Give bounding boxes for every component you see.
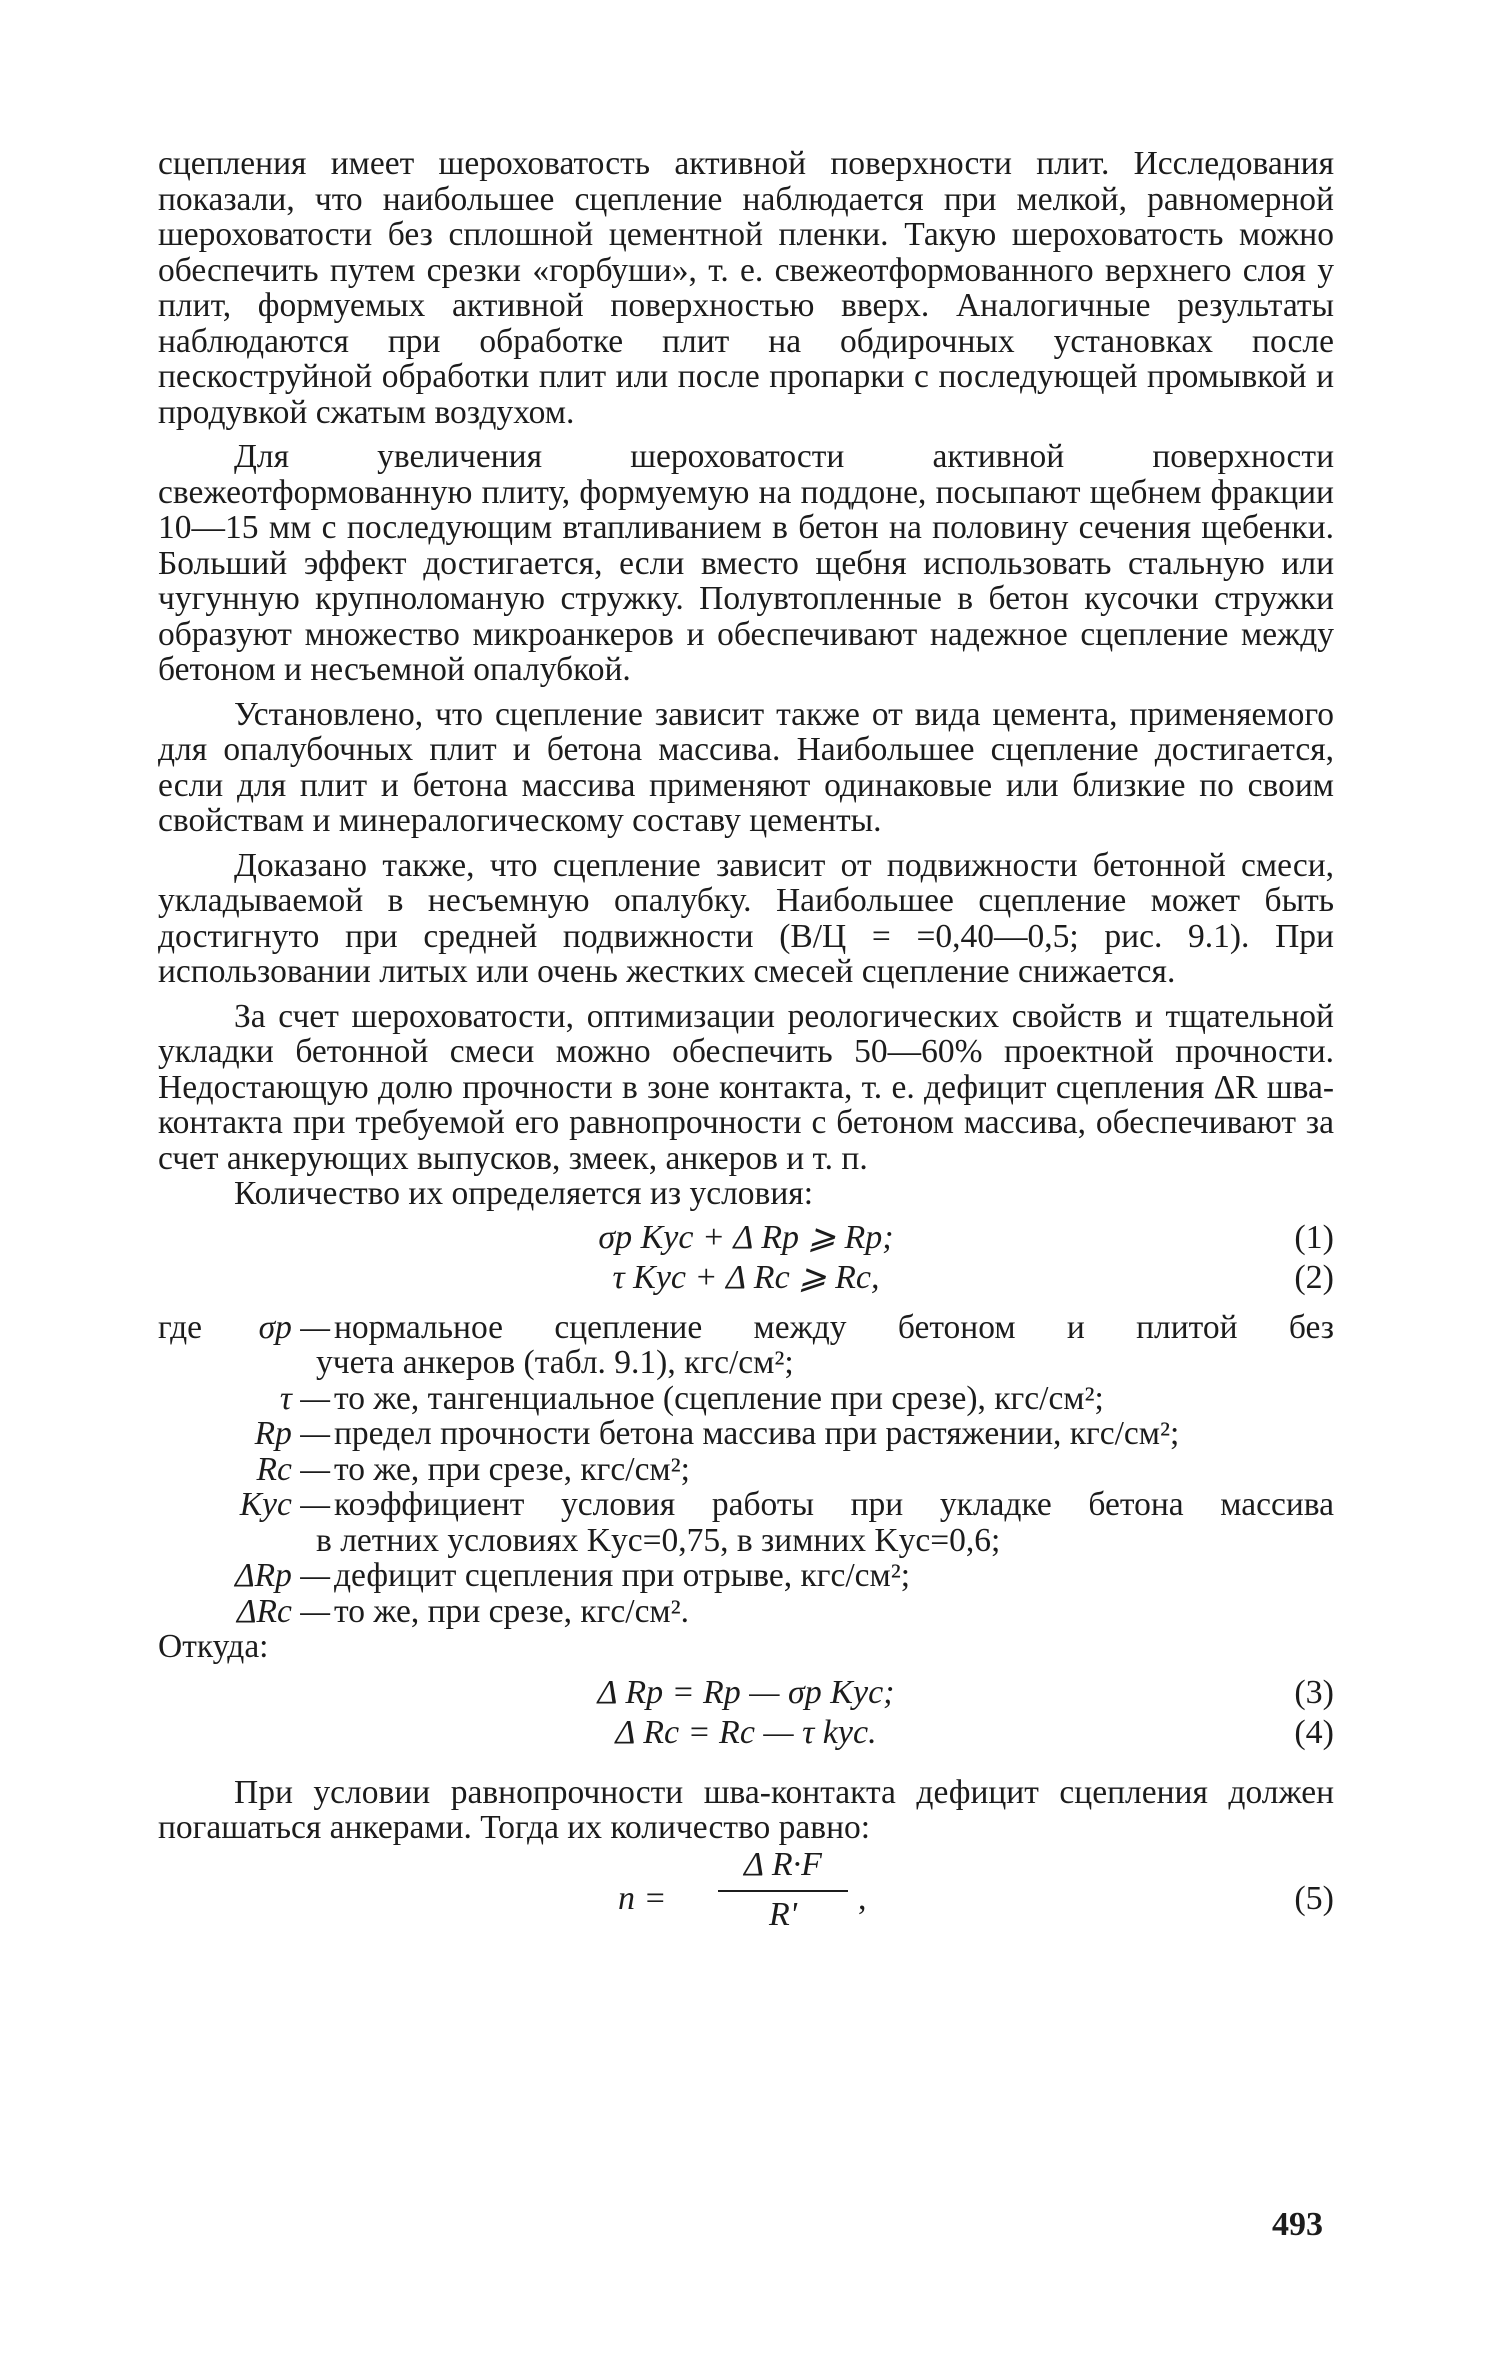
glossary-entry-delta-rp (158, 1558, 1334, 1594)
otkuda-label: Откуда: (158, 1628, 269, 1665)
glossary-symbol: ΔRс — (236, 1592, 330, 1630)
glossary-text: предел прочности бетона массива при растяжении, кгс/см²; (334, 1415, 1180, 1452)
glossary-symbol: Kус — (239, 1486, 330, 1523)
glossary-text: то же, при срезе, кгс/см²; (334, 1450, 690, 1488)
equation-3-body: Δ Rр = Rр — σр Kус; (597, 1673, 895, 1711)
fraction-bar (718, 1890, 848, 1892)
glossary-symbol: ΔRр — (234, 1557, 330, 1594)
glossary-text: дефицит сцепления при отрыве, кгс/см²; (334, 1557, 911, 1594)
equation-4 (158, 1713, 1334, 1753)
equation-1 (158, 1218, 1334, 1258)
paragraph-1: сцепления имеет шероховатость активной поверхности плит. Исследования показали, что наибольшее сцепление наблюдается при мелкой, равномерной шероховатости без сплошной цементной пленки. Такую шероховатость можно обеспечить путем срезки «горбуши», т. е. свежеотформованного верхнего слоя у плит, формуемых активной поверхностью вверх. Аналогичные результаты наблюдаются при обработке плит на обдирочных установках после пескоструйной обработки плит или после пропарки с последующей промывкой и продувкой сжатым воздухом. (158, 145, 1334, 431)
equation-5 (158, 1846, 1334, 1946)
glossary-symbol: Rр — (254, 1415, 330, 1452)
glossary-text: то же, при срезе, кгс/см². (334, 1592, 690, 1630)
equation-2 (158, 1258, 1334, 1298)
text-column (158, 146, 1334, 1946)
glossary-entry-rp (158, 1416, 1334, 1452)
equation-3-number: (3) (1294, 1673, 1334, 1711)
glossary-symbol: τ — (279, 1379, 330, 1417)
equation-5-comma: , (858, 1879, 867, 1917)
equation-4-body: Δ Rс = Rс — τ kус. (615, 1713, 877, 1751)
glossary-text: коэффициент условия работы при укладке бетона массива (334, 1486, 1334, 1523)
equation-3 (158, 1673, 1334, 1713)
glossary-text: то же, тангенциальное (сцепление при срезе), кгс/см²; (334, 1379, 1104, 1417)
paragraph-7: При условии равнопрочности шва-контакта дефицит сцепления должен погашаться анкерами. Тогда их количество равно: (158, 1773, 1334, 1846)
glossary-continuation-row (158, 1523, 1334, 1559)
glossary-entry-rc (158, 1452, 1334, 1488)
paragraph-3: Установлено, что сцепление зависит также от вида цемента, применяемого для опалубочных плит и бетона массива. Наибольшее сцепление достигается, если для плит и бетона массива применяют одинаковые или близкие по своим свойствам и минералогическому составу цементы. (158, 695, 1334, 839)
equation-5-lhs: n = (618, 1879, 667, 1917)
equation-5-denominator: R' (768, 1895, 798, 1933)
equation-2-body: τ Kус + Δ Rс ⩾ Rс, (612, 1258, 880, 1296)
equation-5-numerator: Δ R·F (744, 1845, 822, 1883)
glossary-entry-kyc (158, 1487, 1334, 1523)
equation-5-number: (5) (1294, 1879, 1334, 1917)
paragraph-5: За счет шероховатости, оптимизации реологических свойств и тщательной укладки бетонной смеси можно обеспечить 50—60% проектной прочности. Недостающую долю прочности в зоне контакта, т. е. дефицит сцепления ΔR шва-контакта при требуемой его равнопрочности с бетоном массива, обеспечивают за счет анкерующих выпусков, змеек, анкеров и т. п. (158, 997, 1334, 1177)
glossary-text: нормальное сцепление между бетоном и плитой без (334, 1308, 1334, 1346)
glossary-entry-sigma (158, 1310, 1334, 1346)
glossary-continuation-row (158, 1345, 1334, 1381)
equation-2-number: (2) (1294, 1258, 1334, 1296)
paragraph-4: Доказано также, что сцепление зависит от подвижности бетонной смеси, укладываемой в несъемную опалубку. Наибольшее сцепление может быть достигнуто при средней подвижности (В/Ц = =0,40—0,5; рис. 9.1). При использовании литых или очень жестких смесей сцепление снижается. (158, 846, 1334, 990)
equation-1-number: (1) (1294, 1218, 1334, 1256)
glossary-entry-delta-rc (158, 1594, 1334, 1630)
glossary-entry-tau (158, 1381, 1334, 1417)
glossary-symbol: Rс — (256, 1450, 330, 1488)
glossary-intro: где (158, 1308, 202, 1346)
equation-1-body: σр Kус + Δ Rр ⩾ Rр; (598, 1218, 894, 1256)
glossary-continuation: учета анкеров (табл. 9.1), кгс/см²; (316, 1344, 794, 1381)
paragraph-2: Для увеличения шероховатости активной поверхности свежеотформованную плиту, формуемую на поддоне, посыпают щебнем фракции 10—15 мм с последующим втапливанием в бетон на половину сечения щебенки. Больший эффект достигается, если вместо щебня использовать стальную или чугунную крупноломаную стружку. Полувтопленные в бетон кусочки стружки образуют множество микроанкеров и обеспечивают надежное сцепление между бетоном и несъемной опалубкой. (158, 438, 1334, 688)
glossary-symbol: σр — (258, 1308, 330, 1346)
equation-4-number: (4) (1294, 1713, 1334, 1751)
glossary-continuation: в летних условиях Kус=0,75, в зимних Kус=0,6; (316, 1521, 1001, 1559)
page-number: 493 (1272, 2206, 1323, 2243)
paragraph-6: Количество их определяется из условия: (234, 1175, 814, 1212)
